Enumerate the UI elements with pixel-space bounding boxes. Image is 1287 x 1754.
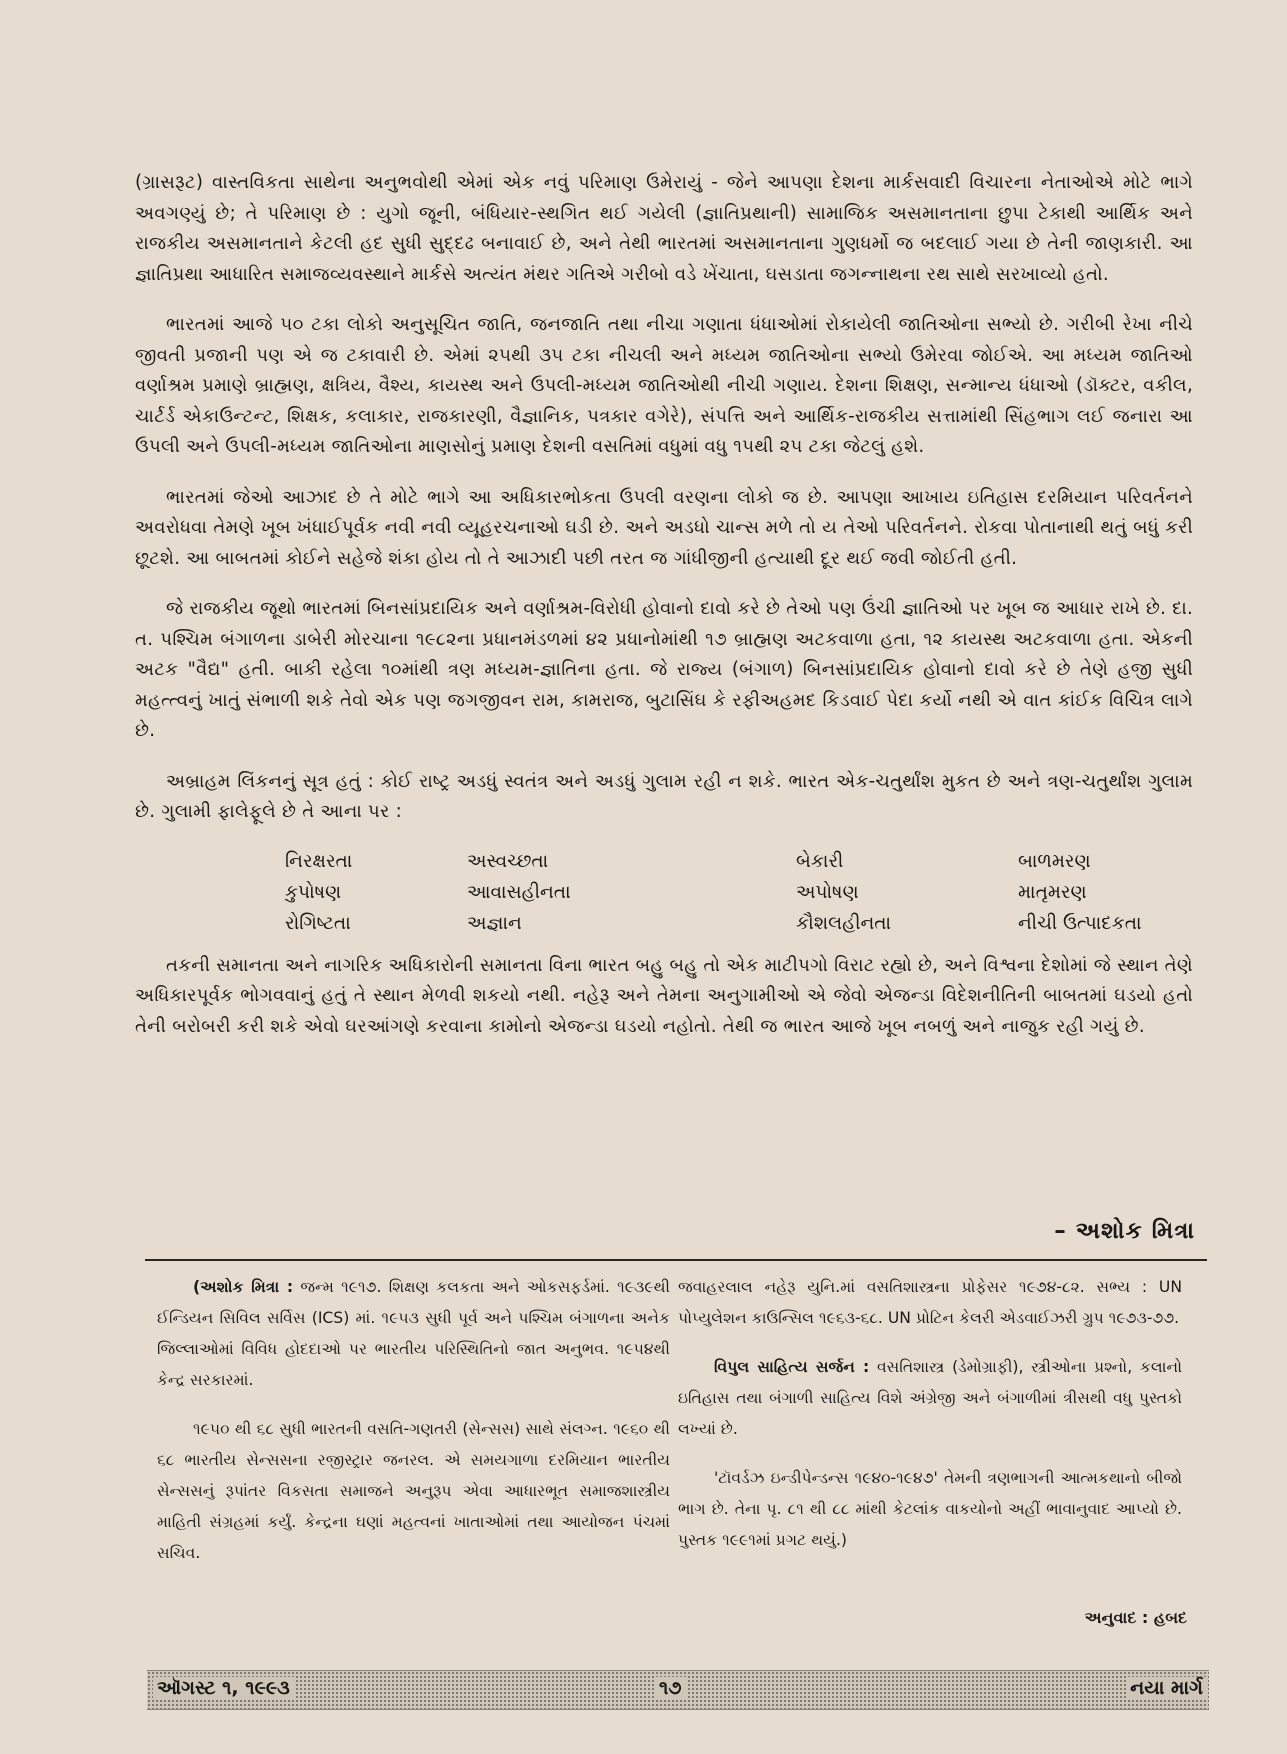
- footer-magazine-name: નયા માર્ગ: [1126, 1677, 1207, 1699]
- closing-paragraph: તકની સમાનતા અને નાગરિક અધિકારોની સમાનતા વિના ભારત બહુ બહુ તો એક માટીપગો વિરાટ રહ્યો છે, અને વિશ્વના દેશોમાં જે સ્થાન તેણે અધિકારપૂર્વક ભોગવવાનું હતું તે સ્થાન મેળવી શકયો નથી. નહેરૂ અને તેમના અનુગામીઓ એ જેવો એજન્ડા વિદેશનીતિની બાબતમાં ઘડયો હતો તેની બરોબરી કરી શકે એવો ઘરઆંગણે કરવાના કામોનો એજન્ડા ઘડયો નહોતો. તેથી જ ભારત આજે ખૂબ નબળું અને નાજુક રહી ગયું છે.: [135, 954, 1193, 1037]
- footer-date: ઑગસ્ટ ૧, ૧૯૯૩: [153, 1677, 294, 1699]
- bio-text: વસતિશાસ્ત્ર (ડેમોગ્રાફી), સ્ત્રીઓના પ્રશ્નો, કલાનો ઇતિહાસ તથા બંગાળી સાહિત્ય વિશે અંગ્રેજી અને બંગાળીમાં ત્રીસથી વધુ પુસ્તકો લખ્યાં છે.: [678, 1358, 1182, 1438]
- article-paragraph-4: જે રાજકીય જૂથો ભારતમાં બિનસાંપ્રદાયિક અને વર્ણાશ્રમ-વિરોધી હોવાનો દાવો કરે છે તેઓ પણ ઉંચી જ્ઞાતિઓ પર ખૂબ જ આધાર રાખે છે. દા. ત. પશ્ચિમ બંગાળના ડાબેરી મોરચાના ૧૯૮૨ના પ્રધાનમંડળમાં ૪૨ પ્રધાનોમાંથી ૧૭ બ્રાહ્મણ અટકવાળા હતા, ૧૨ કાયસ્થ અટકવાળા હતા. એકની અટક "વૈદ્ય" હતી. બાકી રહેલા ૧૦માંથી ત્રણ મધ્યમ-જ્ઞાતિના હતા. જે રાજ્ય (બંગાળ) બિનસાંપ્રદાયિક હોવાનો દાવો કરે છે તેણે હજી સુધી મહત્ત્વનું ખાતું સંભાળી શકે તેવો એક પણ જગજીવન રામ, કામરાજ, બુટાસિંઘ કે રફીઅહમદ કિડવાઈ પેદા કર્યો નથી એ વાત કાંઈક વિચિત્ર લાગે છે.: [135, 598, 1193, 741]
- bio-paragraph-3: જવાહરલાલ નહેરૂ યુનિ.માં વસતિશાસ્ત્રના પ્રોફેસર ૧૯૭૪-૮૨. સભ્ય : UN પોપ્યુલેશન કાઉન્સિલ ૧૯૬૩-૬૮. UN પ્રોટિન કેલરી એડવાઈઝરી ગ્રુપ ૧૯૭૩-૭૭.: [678, 1278, 1182, 1327]
- list-item: અસ્વચ્છતા: [467, 850, 549, 872]
- author-bio-left-column: [157, 1272, 670, 1587]
- list-item: અજ્ઞાન: [467, 912, 522, 934]
- bio-paragraph-2: ૧૯૫૦ થી ૬૮ સુધી ભારતની વસતિ-ગણતરી (સેન્સસ) સાથે સંલગ્ન. ૧૯૬૦ થી ૬૮ ભારતીય સેન્સસના રજીસ્ટ્રાર જનરલ. એ સમયગાળા દરમિયાન ભારતીય સેન્સસનું રૂપાંતર વિકસતા સમાજને અનુરૂપ એવા આધારભૂત સમાજશાસ્ત્રીય માહિતી સંગ્રહમાં કર્યું. કેન્દ્રના ઘણાં મહત્વનાં ખાતાઓમાં તથા આયોજન પંચમાં સચિવ.: [157, 1420, 670, 1562]
- author-bio-right-column: [678, 1272, 1182, 1574]
- list-item: કૌશલહીનતા: [796, 912, 892, 934]
- list-item: બેકારી: [796, 850, 844, 872]
- bio-literature-label: વિપુલ સાહિત્ય સર્જન :: [714, 1358, 870, 1376]
- list-item: રોગિષ્ટતા: [285, 912, 351, 934]
- article-body: [135, 168, 1193, 1062]
- translation-credit: અનુવાદ : હબદ: [1084, 1608, 1187, 1627]
- list-item: કુપોષણ: [285, 881, 342, 903]
- list-item: આવાસહીનતા: [467, 881, 571, 903]
- list-item: બાળમરણ: [1018, 850, 1091, 872]
- bio-paragraph-4: [678, 1352, 1182, 1445]
- section-divider: [145, 1259, 1207, 1261]
- bio-paragraph-5: 'ટૉવર્ડઝ ઇન્ડીપેન્ડન્સ ૧૯૪૦-૧૯૪૭' તેમની ત્રણભાગની આત્મકથાનો બીજો ભાગ છે. તેના પૃ. ૮૧ થી ૮૮ માંથી કેટલાંક વાકયોનો અહીં ભાવાનુવાદ આપ્યો છે. પુસ્તક ૧૯૯૧માં પ્રગટ થયું.): [678, 1469, 1182, 1549]
- bio-paragraph-1: [157, 1272, 670, 1396]
- article-paragraph-1: (ગ્રાસરૂટ) વાસ્તવિકતા સાથેના અનુભવોથી એમાં એક નવું પરિમાણ ઉમેરાયું - જેને આપણા દેશના માર્કસવાદી વિચારના નેતાઓએ મોટે ભાગે અવગણ્યું છે; તે પરિમાણ છે : યુગો જૂની, બંધિયાર-સ્થગિત થઈ ગયેલી (જ્ઞાતિપ્રથાની) સામાજિક અસમાનતાના છુપા ટેકાથી આર્થિક અને રાજકીય અસમાનતાને કેટલી હદ સુધી સુદ્દઢ બનાવાઈ છે, અને તેથી ભારતમાં અસમાનતાના ગુણધર્મો જ બદલાઈ ગયા છે તેની જાણકારી. આ જ્ઞાતિપ્રથા આધારિત સમાજવ્યવસ્થાને માર્કસે અત્યંત મંથર ગતિએ ગરીબો વડે ખેંચાતા, ઘસડાતા જગન્નાથના રથ સાથે સરખાવ્યો હતો.: [135, 172, 1193, 285]
- list-item: અપોષણ: [796, 881, 859, 903]
- article-paragraph-3: ભારતમાં જેઓ આઝાદ છે તે મોટે ભાગે આ અધિકારભોકતા ઉપલી વરણના લોકો જ છે. આપણા આખાય ઇતિહાસ દરમિયાન પરિવર્તનને અવરોધવા તેમણે ખૂબ ખંધાઈપૂર્વક નવી નવી વ્યૂહરચનાઓ ઘડી છે. અને અડધો ચાન્સ મળે તો ય તેઓ પરિવર્તનને. રોકવા પોતાનાથી થતું બધું કરી છૂટશે. આ બાબતમાં કોઈને સહેજે શંકા હોય તો તે આઝાદી પછી તરત જ ગાંધીજીની હત્યાથી દૂર થઈ જવી જોઈતી હતી.: [135, 486, 1193, 569]
- author-signature: – અશોક મિત્રા: [1054, 1218, 1195, 1244]
- page-footer: [147, 1670, 1209, 1710]
- article-paragraph-5: અબ્રાહમ લિંકનનું સૂત્ર હતું : કોઈ રાષ્ટ્ર અડધું સ્વતંત્ર અને અડધું ગુલામ રહી ન શકે. ભારત એક-ચતુર્થાંશ મુકત છે અને ત્રણ-ચતુર્થાંશ ગુલામ છે. ગુલામી ફાલેફૂલે છે તે આના પર :: [135, 770, 1193, 822]
- article-paragraph-2: ભારતમાં આજે ૫૦ ટકા લોકો અનુસૂચિત જાતિ, જનજાતિ તથા નીચા ગણાતા ધંધાઓમાં રોકાયેલી જાતિઓના સભ્યો છે. ગરીબી રેખા નીચે જીવતી પ્રજાની પણ એ જ ટકાવારી છે. એમાં ૨૫થી ૩૫ ટકા નીચલી અને મધ્યમ જાતિઓના સભ્યો ઉમેરવા જોઈએ. આ મધ્યમ જાતિઓ વર્ણાશ્રમ પ્રમાણે બ્રાહ્મણ, ક્ષત્રિય, વૈશ્ય, કાયસ્થ અને ઉપલી-મધ્યમ જાતિઓથી નીચી ગણાય. દેશના શિક્ષણ, સન્માન્ય ધંધાઓ (ડૉક્ટર, વકીલ, ચાર્ટર્ડ એકાઉન્ટન્ટ, શિક્ષક, કલાકાર, રાજકારણી, વૈજ્ઞાનિક, પત્રકાર વગેરે), સંપત્તિ અને આર્થિક-રાજકીય સત્તામાંથી સિંહભાગ લઈ જનારા આ ઉપલી અને ઉપલી-મધ્યમ જાતિઓના માણસોનું પ્રમાણ દેશની વસતિમાં વધુમાં વધુ ૧૫થી ૨૫ ટકા જેટલું હશે.: [135, 314, 1193, 457]
- bio-name-label: (અશોક મિત્રા :: [193, 1278, 294, 1296]
- list-item: નિરક્ષરતા: [285, 850, 353, 872]
- afflictions-list: [285, 848, 1193, 937]
- list-item: નીચી ઉત્પાદકતા: [1018, 912, 1142, 934]
- list-item: માતૃમરણ: [1018, 881, 1087, 903]
- bio-text: જન્મ ૧૯૧૭. શિક્ષણ કલકતા અને ઓકસફર્ડમાં. ૧૯૩૯થી ઈન્ડિયન સિવિલ સર્વિસ (ICS) માં. ૧૯૫૩ સુધી પૂર્વ અને પશ્ચિમ બંગાળના અનેક જિલ્લાઓમાં વિવિધ હોદદાઓ પર ભારતીય પરિસ્થિતિનો જાત અનુભવ. ૧૯૫૪થી કેન્દ્ર સરકારમાં.: [157, 1278, 671, 1389]
- footer-page-number: ૧૭: [655, 1677, 686, 1699]
